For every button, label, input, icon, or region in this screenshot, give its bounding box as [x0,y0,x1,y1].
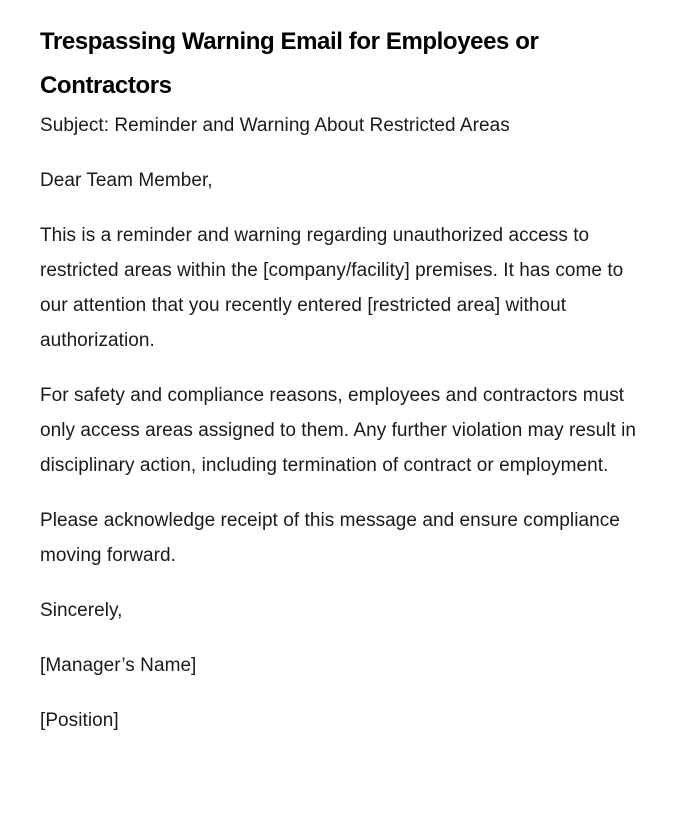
email-greeting: Dear Team Member, [40,170,213,191]
email-closing: Sincerely, [40,600,123,621]
document-title: Trespassing Warning Email for Employees or Contractors [40,28,539,99]
body-paragraph-acknowledge: Please acknowledge receipt of this message and ensure compliance moving forward. [40,510,620,566]
body-paragraph-compliance: For safety and compliance reasons, employees and contractors must only access areas assigned to them. Any further violation may result in disciplinary action, including termination of contract or employment. [40,385,637,476]
signature-position: [Position] [40,710,119,731]
email-subject: Subject: Reminder and Warning About Restricted Areas [40,115,510,136]
email-template-document [40,20,640,758]
body-paragraph-unauthorized-access: This is a reminder and warning regarding unauthorized access to restricted areas within the [company/facility] premises. It has come to our attention that you recently entered [restricted area] without authorization. [40,225,624,351]
signature-name: [Manager’s Name] [40,655,197,676]
